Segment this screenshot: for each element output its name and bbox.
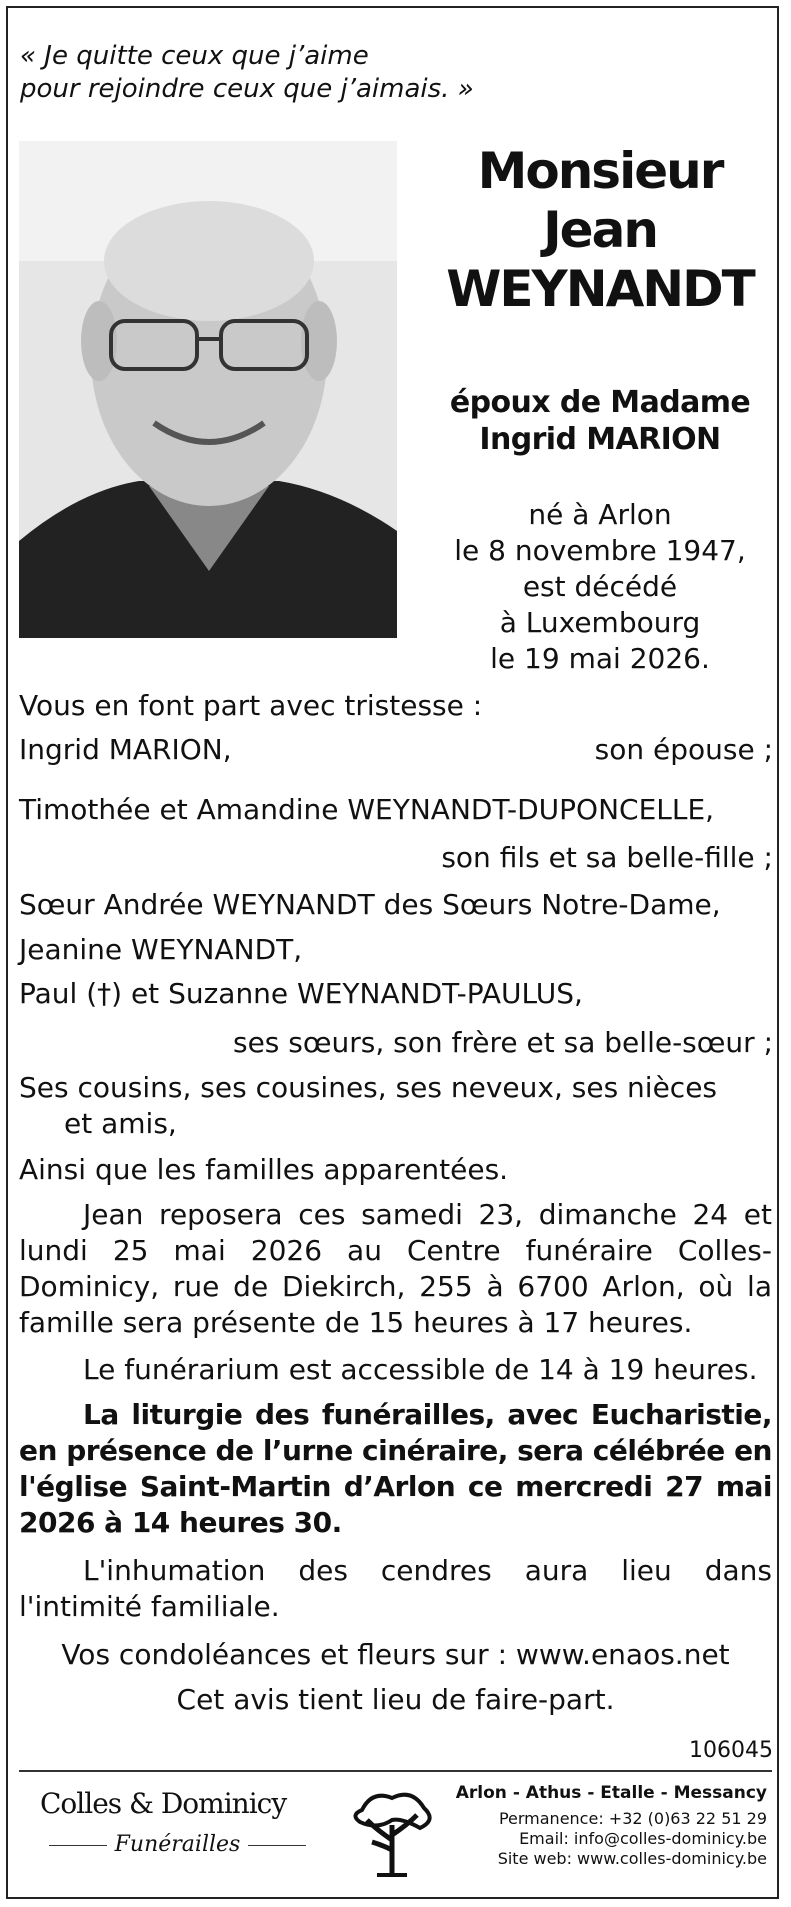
quote-line: pour rejoindre ceux que j’aimais. »	[20, 74, 474, 104]
deceased-first-name: Jean	[543, 201, 657, 259]
deceased-last-name: WEYNANDT	[446, 260, 754, 318]
deceased-title: Monsieur	[477, 142, 723, 200]
permanence-line: Permanence: +32 (0)63 22 51 29	[498, 1809, 767, 1828]
sibling-role: ses sœurs, son frère et sa belle-sœur ;	[232, 1026, 773, 1059]
locations-line: Arlon - Athus - Etalle - Messancy	[455, 1783, 767, 1803]
cousins-line: et amis,	[64, 1107, 177, 1140]
birth-death-line: né à Arlon	[528, 498, 672, 531]
spouse-line: Ingrid MARION	[479, 422, 721, 457]
birth-death-line: est décédé	[522, 570, 678, 603]
birth-death-block	[410, 497, 790, 677]
footer-divider	[19, 1770, 772, 1772]
cousins-line: Ses cousins, ses cousines, ses neveux, ses nièces	[19, 1071, 718, 1104]
inhumation-paragraph: L'inhumation des cendres aura lieu dans l'intimité familiale.	[19, 1554, 772, 1623]
wife-role: son épouse ;	[594, 733, 773, 766]
epigraph-quote	[20, 40, 474, 106]
son-names: Timothée et Amandine WEYNANDT-DUPONCELLE,	[19, 793, 715, 826]
portrait-photo	[19, 141, 397, 638]
deceased-name	[410, 142, 790, 319]
sibling-line: Sœur Andrée WEYNANDT des Sœurs Notre-Dame,	[19, 888, 721, 921]
sibling-line: Paul (†) et Suzanne WEYNANDT-PAULUS,	[19, 977, 583, 1010]
faire-part-line: Cet avis tient lieu de faire-part.	[176, 1683, 615, 1716]
reposera-paragraph: Jean reposera ces samedi 23, dimanche 24 et lundi 25 mai 2026 au Centre funéraire Colles-Dominicy, rue de Diekirch, 255 à 6700 Arlon, où la famille sera présente de 15 heures à 17 heures.	[19, 1198, 772, 1339]
families-line: Ainsi que les familles apparentées.	[19, 1153, 509, 1186]
contact-block	[456, 1783, 767, 1869]
birth-death-line: le 8 novembre 1947,	[454, 534, 746, 567]
liturgy-paragraph: La liturgie des funérailles, avec Eucharistie, en présence de l’urne cinéraire, sera célébrée en l'église Saint-Martin d’Arlon ce mercredi 27 mai 2026 à 14 heures 30.	[19, 1398, 772, 1539]
email-line[interactable]: Email: info@colles-dominicy.be	[519, 1829, 767, 1848]
condolences-line: Vos condoléances et fleurs sur : www.enaos.net	[61, 1638, 730, 1671]
website-line[interactable]: Site web: www.colles-dominicy.be	[497, 1849, 767, 1868]
announce-intro: Vous en font part avec tristesse :	[19, 689, 483, 722]
funerarium-paragraph: Le funérarium est accessible de 14 à 19 heures.	[83, 1353, 758, 1386]
reference-number: 106045	[689, 1738, 773, 1763]
spouse-line: époux de Madame	[449, 385, 751, 420]
birth-death-line: à Luxembourg	[499, 606, 701, 639]
son-role: son fils et sa belle-fille ;	[441, 841, 773, 874]
wife-name: Ingrid MARION,	[19, 733, 232, 766]
spouse-block	[410, 384, 790, 458]
sibling-line: Jeanine WEYNANDT,	[19, 933, 303, 966]
company-subtitle: Funérailles	[40, 1832, 315, 1857]
company-name: Colles & Dominicy	[40, 1787, 287, 1820]
tree-icon	[342, 1780, 442, 1880]
portrait-illustration	[19, 141, 397, 638]
birth-death-line: le 19 mai 2026.	[490, 642, 710, 675]
quote-line: « Je quitte ceux que j’aime	[20, 41, 369, 71]
